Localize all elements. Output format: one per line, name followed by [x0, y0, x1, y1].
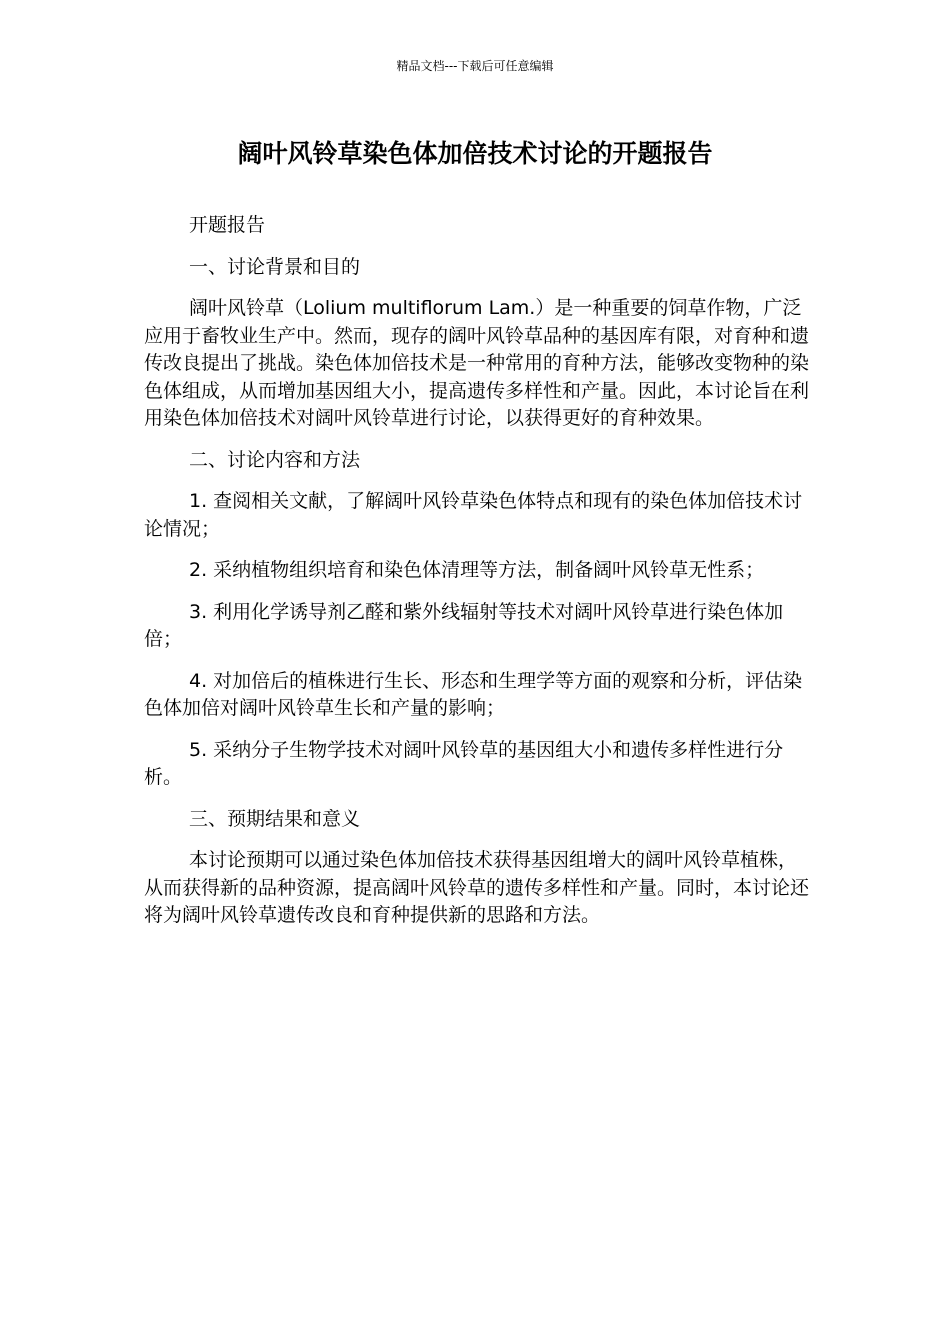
section-heading-methods: 二、讨论内容和方法 — [189, 448, 361, 471]
method-item-5: 5. 采纳分子生物学技术对阔叶风铃草的基因组大小和遗传多样性进行分析。 — [144, 738, 784, 788]
paragraph-results: 本讨论预期可以通过染色体加倍技术获得基因组增大的阔叶风铃草植株，从而获得新的品种资源，提高阔叶风铃草的遗传多样性和产量。同时，本讨论还将为阔叶风铃草遗传改良和育种提供新的思路和方法。 — [144, 849, 810, 926]
section-heading-background: 一、讨论背景和目的 — [189, 255, 361, 278]
paragraph-background: 阔叶风铃草（Lolium multiflorum Lam.）是一种重要的饲草作物，广泛应用于畜牧业生产中。然而，现存的阔叶风铃草品种的基因库有限，对育种和遗传改良提出了挑战。染色体加倍技术是一种常用的育种方法，能够改变物种的染色体组成，从而增加基因组大小，提高遗传多样性和产量。因此，本讨论旨在利用染色体加倍技术对阔叶风铃草进行讨论，以获得更好的育种效果。 — [144, 297, 810, 429]
section-heading-results: 三、预期结果和意义 — [189, 807, 361, 830]
paragraph-report-label: 开题报告 — [189, 214, 266, 236]
method-item-3: 3. 利用化学诱导剂乙醛和紫外线辐射等技术对阔叶风铃草进行染色体加倍； — [144, 600, 784, 650]
method-item-4: 4. 对加倍后的植株进行生长、形态和生理学等方面的观察和分析，评估染色体加倍对阔叶风铃草生长和产量的影响； — [144, 669, 803, 719]
document-title: 阔叶风铃草染色体加倍技术讨论的开题报告 — [237, 139, 713, 168]
document-body — [144, 212, 814, 944]
method-item-1: 1. 查阅相关文献，了解阔叶风铃草染色体特点和现有的染色体加倍技术讨论情况； — [144, 490, 803, 540]
page-header: 精品文档---下载后可任意编辑 — [396, 59, 554, 73]
method-item-2: 2. 采纳植物组织培育和染色体清理等方法，制备阔叶风铃草无性系； — [189, 559, 765, 581]
